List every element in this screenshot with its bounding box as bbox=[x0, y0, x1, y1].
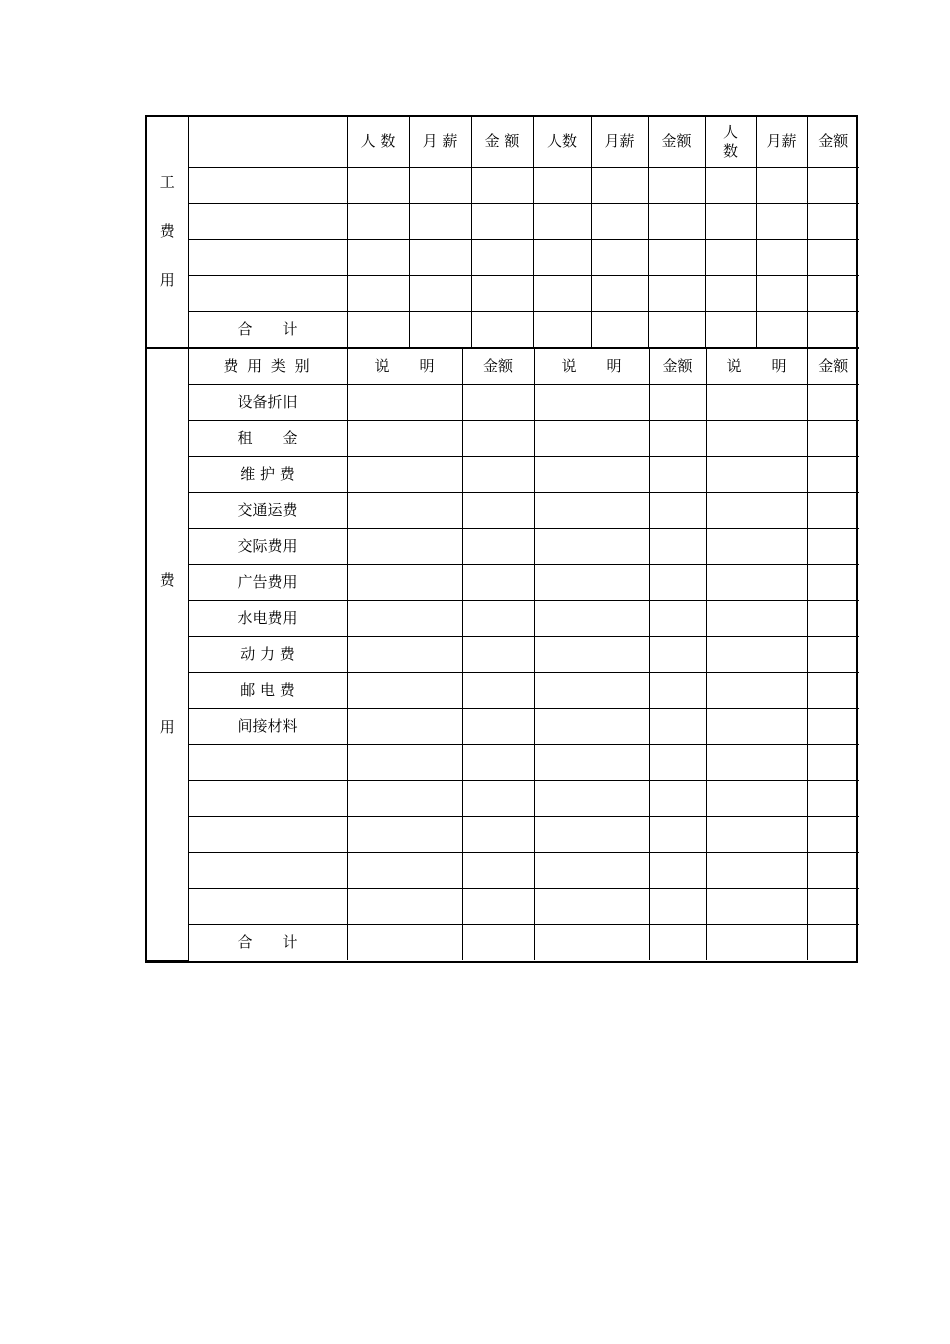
expense-description-cell[interactable] bbox=[534, 528, 649, 564]
expense-amount-cell[interactable] bbox=[807, 888, 859, 924]
expense-row bbox=[147, 420, 859, 456]
labor-entry-cell[interactable] bbox=[756, 311, 807, 347]
labor-entry-cell[interactable] bbox=[807, 167, 859, 203]
expense-description-cell[interactable] bbox=[347, 528, 462, 564]
expense-description-cell[interactable] bbox=[706, 852, 807, 888]
expense-amount-cell[interactable] bbox=[649, 780, 706, 816]
labor-entry-cell[interactable] bbox=[807, 203, 859, 239]
expense-category-label: 设备折旧 bbox=[188, 384, 347, 420]
expense-description-cell[interactable] bbox=[706, 528, 807, 564]
expense-row bbox=[147, 672, 859, 708]
expense-description-cell[interactable] bbox=[706, 564, 807, 600]
expense-amount-cell[interactable] bbox=[807, 384, 859, 420]
expense-amount-cell[interactable] bbox=[649, 564, 706, 600]
expense-amount-cell[interactable] bbox=[462, 780, 534, 816]
expense-row bbox=[147, 708, 859, 744]
expense-side-char: 费 bbox=[159, 571, 175, 589]
expense-amount-cell[interactable] bbox=[462, 528, 534, 564]
expense-amount-cell[interactable] bbox=[807, 600, 859, 636]
expense-description-cell[interactable] bbox=[706, 456, 807, 492]
expense-amount-cell[interactable] bbox=[649, 420, 706, 456]
expense-amount-cell[interactable] bbox=[807, 708, 859, 744]
labor-entry-cell[interactable] bbox=[347, 203, 409, 239]
expense-header-cell: 说 明 bbox=[347, 348, 462, 384]
expense-description-cell[interactable] bbox=[706, 636, 807, 672]
labor-entry-cell[interactable] bbox=[533, 203, 591, 239]
expense-category-label bbox=[188, 816, 347, 852]
expense-description-cell[interactable] bbox=[534, 672, 649, 708]
labor-row bbox=[147, 167, 859, 203]
expense-total-label: 合 计 bbox=[188, 924, 347, 960]
labor-header-cell: 金额 bbox=[648, 117, 705, 167]
labor-header-cell: 金 额 bbox=[471, 117, 533, 167]
expense-description-cell[interactable] bbox=[347, 636, 462, 672]
expense-side-char: 用 bbox=[159, 718, 175, 736]
labor-entry-cell[interactable] bbox=[471, 167, 533, 203]
expense-row bbox=[147, 816, 859, 852]
expense-description-cell[interactable] bbox=[347, 744, 462, 780]
expense-amount-cell[interactable] bbox=[807, 852, 859, 888]
labor-row bbox=[147, 203, 859, 239]
labor-header-cell: 人 数 bbox=[347, 117, 409, 167]
labor-row-label bbox=[188, 275, 347, 311]
expense-amount-cell[interactable] bbox=[649, 888, 706, 924]
expense-row bbox=[147, 528, 859, 564]
expense-description-cell[interactable] bbox=[534, 492, 649, 528]
labor-entry-cell[interactable] bbox=[409, 239, 471, 275]
expense-amount-cell[interactable] bbox=[462, 384, 534, 420]
expense-table bbox=[147, 348, 859, 961]
labor-entry-cell[interactable] bbox=[347, 239, 409, 275]
expense-header-cell: 说 明 bbox=[706, 348, 807, 384]
expense-description-cell[interactable] bbox=[534, 708, 649, 744]
expense-description-cell[interactable] bbox=[347, 852, 462, 888]
labor-entry-cell[interactable] bbox=[705, 239, 756, 275]
expense-description-cell[interactable] bbox=[347, 456, 462, 492]
labor-entry-cell[interactable] bbox=[591, 275, 648, 311]
labor-side-char: 工 bbox=[159, 173, 175, 192]
expense-category-label: 交际费用 bbox=[188, 528, 347, 564]
labor-entry-cell[interactable] bbox=[409, 311, 471, 347]
expense-category-label: 维 护 费 bbox=[188, 456, 347, 492]
labor-header-cell: 月 薪 bbox=[409, 117, 471, 167]
expense-description-cell[interactable] bbox=[347, 708, 462, 744]
expense-description-cell[interactable] bbox=[534, 636, 649, 672]
expense-header-cell: 金额 bbox=[807, 348, 859, 384]
labor-entry-cell[interactable] bbox=[347, 167, 409, 203]
expense-amount-cell[interactable] bbox=[462, 600, 534, 636]
labor-entry-cell[interactable] bbox=[648, 203, 705, 239]
expense-row bbox=[147, 492, 859, 528]
expense-row bbox=[147, 636, 859, 672]
expense-row bbox=[147, 888, 859, 924]
expense-description-cell[interactable] bbox=[706, 420, 807, 456]
labor-entry-cell[interactable] bbox=[591, 311, 648, 347]
labor-header-cell: 月薪 bbox=[756, 117, 807, 167]
labor-entry-cell[interactable] bbox=[409, 275, 471, 311]
expense-description-cell[interactable] bbox=[534, 420, 649, 456]
labor-header-stacked: 人数 bbox=[722, 122, 738, 160]
expense-description-cell[interactable] bbox=[706, 888, 807, 924]
expense-amount-cell[interactable] bbox=[462, 672, 534, 708]
expense-amount-cell[interactable] bbox=[649, 672, 706, 708]
expense-description-cell[interactable] bbox=[706, 924, 807, 960]
expense-description-cell[interactable] bbox=[706, 672, 807, 708]
expense-amount-cell[interactable] bbox=[649, 636, 706, 672]
labor-entry-cell[interactable] bbox=[648, 167, 705, 203]
expense-category-label bbox=[188, 888, 347, 924]
expense-amount-cell[interactable] bbox=[462, 492, 534, 528]
expense-amount-cell[interactable] bbox=[649, 852, 706, 888]
expense-category-label: 广告费用 bbox=[188, 564, 347, 600]
expense-description-cell[interactable] bbox=[534, 600, 649, 636]
labor-entry-cell[interactable] bbox=[471, 275, 533, 311]
labor-entry-cell[interactable] bbox=[705, 275, 756, 311]
expense-amount-cell[interactable] bbox=[649, 924, 706, 960]
expense-amount-cell[interactable] bbox=[649, 600, 706, 636]
expense-amount-cell[interactable] bbox=[462, 744, 534, 780]
labor-entry-cell[interactable] bbox=[471, 239, 533, 275]
expense-description-cell[interactable] bbox=[706, 816, 807, 852]
labor-entry-cell[interactable] bbox=[648, 275, 705, 311]
expense-amount-cell[interactable] bbox=[462, 420, 534, 456]
labor-entry-cell[interactable] bbox=[705, 167, 756, 203]
labor-entry-cell[interactable] bbox=[347, 311, 409, 347]
expense-amount-cell[interactable] bbox=[649, 456, 706, 492]
labor-section-label bbox=[147, 117, 188, 347]
labor-header-cell: 金额 bbox=[807, 117, 859, 167]
labor-entry-cell[interactable] bbox=[533, 167, 591, 203]
expense-header-cell: 金额 bbox=[462, 348, 534, 384]
expense-category-label: 间接材料 bbox=[188, 708, 347, 744]
labor-entry-cell[interactable] bbox=[756, 275, 807, 311]
labor-row-label bbox=[188, 167, 347, 203]
expense-amount-cell[interactable] bbox=[462, 564, 534, 600]
expense-category-label: 水电费用 bbox=[188, 600, 347, 636]
expense-category-label bbox=[188, 780, 347, 816]
expense-amount-cell[interactable] bbox=[649, 708, 706, 744]
expense-description-cell[interactable] bbox=[347, 492, 462, 528]
expense-amount-cell[interactable] bbox=[807, 636, 859, 672]
expense-amount-cell[interactable] bbox=[462, 708, 534, 744]
expense-description-cell[interactable] bbox=[347, 924, 462, 960]
labor-entry-cell[interactable] bbox=[756, 203, 807, 239]
labor-entry-cell[interactable] bbox=[648, 239, 705, 275]
labor-entry-cell[interactable] bbox=[756, 167, 807, 203]
expense-amount-cell[interactable] bbox=[807, 456, 859, 492]
labor-row-label bbox=[188, 203, 347, 239]
labor-entry-cell[interactable] bbox=[807, 311, 859, 347]
expense-row bbox=[147, 384, 859, 420]
expense-amount-cell[interactable] bbox=[462, 816, 534, 852]
labor-entry-cell[interactable] bbox=[807, 239, 859, 275]
expense-row bbox=[147, 744, 859, 780]
expense-description-cell[interactable] bbox=[534, 888, 649, 924]
expense-description-cell[interactable] bbox=[347, 888, 462, 924]
expense-description-cell[interactable] bbox=[706, 780, 807, 816]
expense-amount-cell[interactable] bbox=[807, 924, 859, 960]
expense-amount-cell[interactable] bbox=[462, 924, 534, 960]
expense-amount-cell[interactable] bbox=[462, 456, 534, 492]
expense-description-cell[interactable] bbox=[347, 780, 462, 816]
expense-amount-cell[interactable] bbox=[649, 816, 706, 852]
expense-amount-cell[interactable] bbox=[649, 492, 706, 528]
expense-description-cell[interactable] bbox=[347, 816, 462, 852]
labor-entry-cell[interactable] bbox=[347, 275, 409, 311]
labor-entry-cell[interactable] bbox=[409, 203, 471, 239]
expense-amount-cell[interactable] bbox=[462, 852, 534, 888]
expense-category-label bbox=[188, 852, 347, 888]
expense-description-cell[interactable] bbox=[534, 924, 649, 960]
expense-description-cell[interactable] bbox=[534, 852, 649, 888]
labor-header-cell: 月薪 bbox=[591, 117, 648, 167]
expense-category-label: 交通运费 bbox=[188, 492, 347, 528]
labor-entry-cell[interactable] bbox=[471, 311, 533, 347]
labor-row bbox=[147, 239, 859, 275]
expense-description-cell[interactable] bbox=[347, 420, 462, 456]
expense-category-label bbox=[188, 744, 347, 780]
expense-row bbox=[147, 780, 859, 816]
expense-description-cell[interactable] bbox=[534, 564, 649, 600]
expense-description-cell[interactable] bbox=[534, 384, 649, 420]
expense-amount-cell[interactable] bbox=[462, 636, 534, 672]
expense-row bbox=[147, 564, 859, 600]
expense-row bbox=[147, 456, 859, 492]
expense-amount-cell[interactable] bbox=[807, 420, 859, 456]
expense-row bbox=[147, 600, 859, 636]
labor-header-blank bbox=[188, 117, 347, 167]
labor-entry-cell[interactable] bbox=[705, 203, 756, 239]
expense-description-cell[interactable] bbox=[347, 600, 462, 636]
expense-description-cell[interactable] bbox=[534, 456, 649, 492]
expense-category-header: 费 用 类 别 bbox=[188, 348, 347, 384]
labor-entry-cell[interactable] bbox=[648, 311, 705, 347]
expense-description-cell[interactable] bbox=[706, 708, 807, 744]
expense-amount-cell[interactable] bbox=[649, 744, 706, 780]
expense-row bbox=[147, 852, 859, 888]
expense-amount-cell[interactable] bbox=[462, 888, 534, 924]
expense-description-cell[interactable] bbox=[347, 384, 462, 420]
expense-total-row bbox=[147, 924, 859, 960]
expense-amount-cell[interactable] bbox=[807, 744, 859, 780]
expense-description-cell[interactable] bbox=[534, 780, 649, 816]
labor-side-char: 用 bbox=[159, 271, 175, 290]
expense-amount-cell[interactable] bbox=[807, 492, 859, 528]
expense-header-row bbox=[147, 348, 859, 384]
expense-amount-cell[interactable] bbox=[649, 384, 706, 420]
expense-description-cell[interactable] bbox=[534, 744, 649, 780]
expense-amount-cell[interactable] bbox=[807, 816, 859, 852]
labor-entry-cell[interactable] bbox=[591, 203, 648, 239]
expense-description-cell[interactable] bbox=[706, 744, 807, 780]
labor-cost-table bbox=[147, 117, 859, 348]
labor-entry-cell[interactable] bbox=[533, 311, 591, 347]
expense-category-label: 邮 电 费 bbox=[188, 672, 347, 708]
expense-amount-cell[interactable] bbox=[807, 564, 859, 600]
expense-amount-cell[interactable] bbox=[807, 672, 859, 708]
expense-description-cell[interactable] bbox=[706, 492, 807, 528]
labor-entry-cell[interactable] bbox=[409, 167, 471, 203]
labor-header-cell: 人数 bbox=[533, 117, 591, 167]
expense-description-cell[interactable] bbox=[534, 816, 649, 852]
expense-description-cell[interactable] bbox=[347, 564, 462, 600]
labor-total-row bbox=[147, 311, 859, 347]
expense-description-cell[interactable] bbox=[706, 384, 807, 420]
labor-total-label: 合 计 bbox=[188, 311, 347, 347]
expense-amount-cell[interactable] bbox=[807, 780, 859, 816]
labor-entry-cell[interactable] bbox=[471, 203, 533, 239]
labor-side-char: 费 bbox=[159, 222, 175, 241]
expense-amount-cell[interactable] bbox=[807, 528, 859, 564]
labor-row bbox=[147, 275, 859, 311]
labor-entry-cell[interactable] bbox=[533, 275, 591, 311]
labor-entry-cell[interactable] bbox=[807, 275, 859, 311]
expense-amount-cell[interactable] bbox=[649, 528, 706, 564]
expense-description-cell[interactable] bbox=[706, 600, 807, 636]
labor-entry-cell[interactable] bbox=[533, 239, 591, 275]
labor-entry-cell[interactable] bbox=[591, 239, 648, 275]
expense-category-label: 租 金 bbox=[188, 420, 347, 456]
expense-header-cell: 说 明 bbox=[534, 348, 649, 384]
labor-header-cell bbox=[705, 117, 756, 167]
expense-header-cell: 金额 bbox=[649, 348, 706, 384]
labor-row-label bbox=[188, 239, 347, 275]
expense-section-label bbox=[147, 348, 188, 960]
expense-form-sheet bbox=[145, 115, 858, 963]
labor-entry-cell[interactable] bbox=[705, 311, 756, 347]
expense-category-label: 动 力 费 bbox=[188, 636, 347, 672]
labor-header-row bbox=[147, 117, 859, 167]
expense-description-cell[interactable] bbox=[347, 672, 462, 708]
labor-entry-cell[interactable] bbox=[756, 239, 807, 275]
labor-entry-cell[interactable] bbox=[591, 167, 648, 203]
